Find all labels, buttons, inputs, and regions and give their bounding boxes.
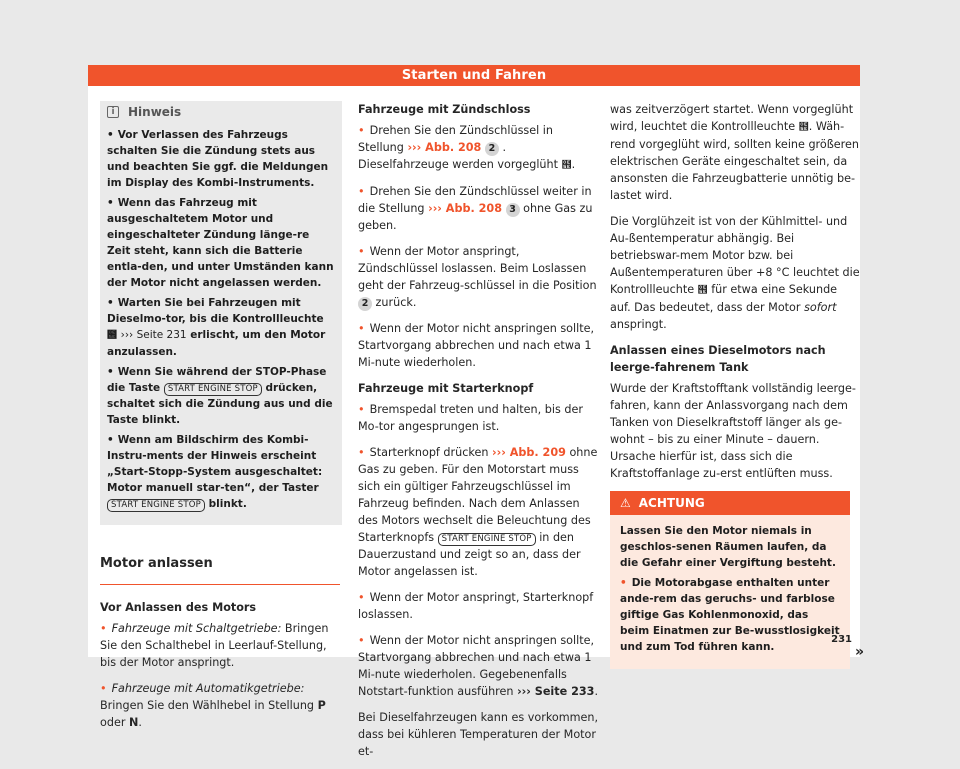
warning-header <box>610 491 850 515</box>
column-1 <box>100 101 342 740</box>
paragraph: Die Vorglühzeit ist von der Kühlmittel- und Au-ßentemperatur abhängig. Bei betriebswar-mem Motor bzw. bei Außentemperaturen über +8 °C leuchtet die Kontrollleuchte ๞ für etwa eine Sekunde auf. Das bedeutet, dass der Motor sofort anspringt. <box>610 215 860 331</box>
paragraph: was zeitverzögert startet. Wenn vorgeglüht wird, leuchtet die Kontrollleuchte ๞. Wäh-rend vorgeglüht wird, sollten keine größeren elektrischen Geräte eingeschaltet sein, da ansonsten die Fahrzeugbatterie unnötig be-lastet wird. <box>610 103 860 202</box>
manual-page <box>88 65 864 758</box>
note-item: • Vor Verlassen des Fahrzeugs schalten Sie die Zündung stets aus und beachten Sie ggf. die Meldungen im Display des Kombi-Instruments. <box>107 127 336 191</box>
paragraph: Wurde der Kraftstofftank vollständig leerge-fahren, kann der Anlassvorgang nach dem Tanken von Dieselkraftstoff länger als ge-wohnt – bis zu einer Minute – dauern. Ursache hierfür ist, dass sich die Kraftstoffanlage zu-erst entlüften muss. <box>610 382 856 480</box>
list-item: • Wenn der Motor anspringt, Starterknopf loslassen. <box>358 589 600 623</box>
subheading: Fahrzeuge mit Zündschloss <box>358 103 531 116</box>
glow-plug-icon: ๞ <box>697 285 708 296</box>
warning-text <box>620 523 840 655</box>
list-item: • Drehen Sie den Zündschlüssel weiter in die Stellung ››› Abb. 208 3 ohne Gas zu geben. <box>358 183 600 234</box>
list-item: • Fahrzeuge mit Schaltgetriebe: Bringen Sie den Schalthebel in Leerlauf-Stellung, bis der Motor anspringt. <box>100 620 342 671</box>
position-number: 2 <box>358 297 372 311</box>
note-text <box>107 127 336 512</box>
figure-reference[interactable]: ››› Abb. 209 <box>491 446 566 459</box>
start-engine-stop-key: START ENGINE STOP <box>107 499 205 512</box>
figure-reference[interactable]: ››› Abb. 208 <box>428 202 502 215</box>
note-item: • Wenn Sie während der STOP-Phase die Taste START ENGINE STOP drücken, schaltet sich die Zündung aus und die Taste blinkt. <box>107 364 336 428</box>
page-title: Starten und Fahren <box>401 68 547 83</box>
note-item: • Wenn am Bildschirm des Kombi-Instru-ments der Hinweis erscheint „Start-Stopp-System ausgeschaltet: Motor manuell star-ten“, der Taster START ENGINE STOP blinkt. <box>107 432 336 512</box>
position-number: 3 <box>506 203 520 217</box>
subheading: Vor Anlassen des Motors <box>100 601 257 614</box>
warning-triangle-icon: ⚠ <box>620 495 631 510</box>
note-item: • Warten Sie bei Fahrzeugen mit Dieselmo-tor, bis die Kontrollleuchte ๞ ››› Seite 231 erlischt, um den Motor anzulassen. <box>107 295 336 360</box>
list-item: • Bremspedal treten und halten, bis der Mo-tor angesprungen ist. <box>358 401 600 435</box>
subheading: Fahrzeuge mit Starterknopf <box>358 382 534 395</box>
section-title: Motor anlassen <box>100 555 340 585</box>
page-number: 231 <box>831 634 852 645</box>
continued-marker: » <box>854 644 864 660</box>
note-title: Hinweis <box>128 104 182 119</box>
info-icon: i <box>107 106 119 118</box>
col1-body <box>100 599 342 731</box>
figure-reference[interactable]: ››› Abb. 208 <box>407 141 482 154</box>
list-item: • Fahrzeuge mit Automatikgetriebe: Bringen Sie den Wählhebel in Stellung P oder N. <box>100 680 342 731</box>
start-engine-stop-key: START ENGINE STOP <box>164 383 262 396</box>
list-item: • Wenn der Motor anspringt, Zündschlüssel loslassen. Beim Loslassen geht der Fahrzeug-schlüssel in die Position 2 zurück. <box>358 243 600 311</box>
list-item: • Drehen Sie den Zündschlüssel in Stellung ››› Abb. 208 2 . Dieselfahrzeuge werden vorgeglüht ๞. <box>358 122 600 174</box>
note-box <box>100 101 342 525</box>
warning-box <box>610 491 864 669</box>
page-reference[interactable]: ››› Seite 233 <box>517 685 595 698</box>
glow-plug-icon: ๞ <box>107 330 117 341</box>
start-engine-stop-key: START ENGINE STOP <box>438 533 536 546</box>
column-2 <box>358 101 600 769</box>
glow-plug-icon: ๞ <box>798 122 809 133</box>
list-item: • Wenn der Motor nicht anspringen sollte, Startvorgang abbrechen und nach etwa 1 Mi-nute wiederholen. <box>358 320 600 371</box>
note-header <box>107 101 336 123</box>
note-item: • Wenn das Fahrzeug mit ausgeschaltetem Motor und eingeschalteter Zündung länge-re Zeit steht, kann sich die Batterie entla-den, und unter Umständen kann der Motor nicht angelassen werden. <box>107 195 336 291</box>
paragraph: Bei Dieselfahrzeugen kann es vorkommen, dass bei kühleren Temperaturen der Motor et- <box>358 711 599 758</box>
list-item: • Starterknopf drücken ››› Abb. 209 ohne Gas zu geben. Für den Motorstart muss sich ein gültiger Fahrzeugschlüssel im Fahrzeug befinden. Nach dem Anlassen des Motors wechselt die Beleuchtung des Starterknopfs START ENGINE STOP in den Dauerzustand und zeigt so an, dass der Motor angelassen ist. <box>358 444 600 580</box>
subheading: Anlassen eines Dieselmotors nach leerge-fahrenem Tank <box>610 344 826 374</box>
position-number: 2 <box>485 142 499 156</box>
warning-title: ACHTUNG <box>638 495 705 510</box>
list-item: • Wenn der Motor nicht anspringen sollte, Startvorgang abbrechen und nach etwa 1 Mi-nute wiederholen. Gegebenenfalls Notstart-funktion ausführen ››› Seite 233. <box>358 632 600 700</box>
header-band <box>88 65 860 86</box>
column-3 <box>610 101 864 669</box>
glow-plug-icon: ๞ <box>561 160 572 171</box>
warning-paragraph: Lassen Sie den Motor niemals in geschlos-senen Räumen laufen, da die Gefahr einer Vergiftung besteht. <box>620 525 836 569</box>
page-reference[interactable]: ››› Seite 231 <box>120 329 187 341</box>
warning-item: • Die Motorabgase enthalten unter ande-rem das geruchs- und farblose giftige Gas Kohlenmonoxid, das beim Einatmen zur Be-wusstlosigkeit und zum Tod führen kann. <box>620 575 840 655</box>
